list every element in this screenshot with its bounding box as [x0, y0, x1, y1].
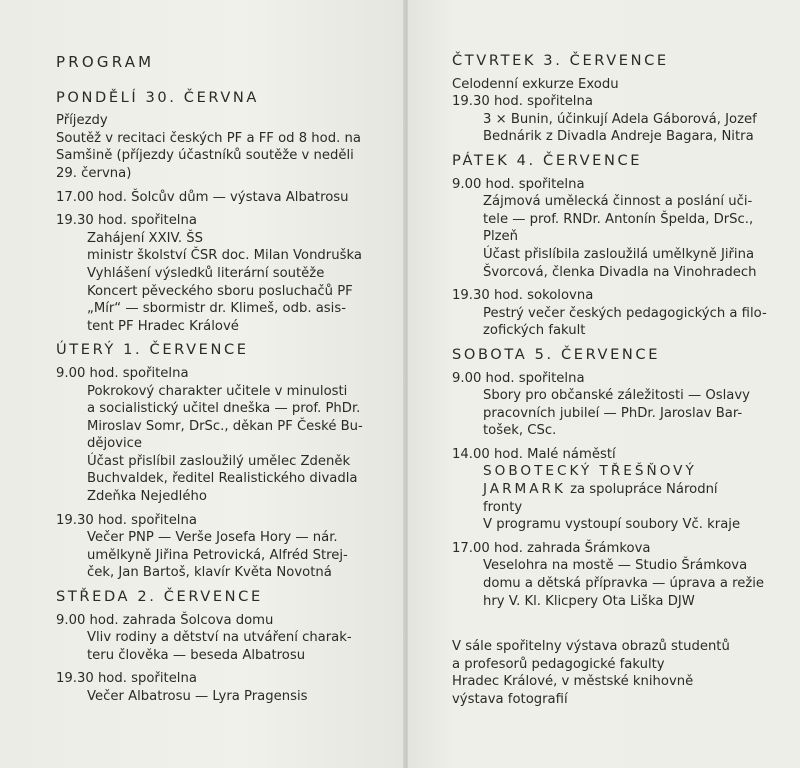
text-line: ček, Jan Bartoš, klavír Květa Novotná — [87, 565, 332, 581]
exhibition-note — [452, 638, 792, 708]
day-heading-friday: PÁTEK 4. ČERVENCE — [452, 151, 643, 169]
text-line: 9.00 hod. spořitelna — [452, 370, 585, 386]
text-line: Veselohra na mostě — Studio Šrámkova — [483, 558, 748, 574]
text-line — [452, 481, 792, 499]
text-line: 3 × Bunin, účinkují Adela Gáborová, Jozef — [483, 111, 757, 127]
text-line: Zahájení XXIV. ŠS — [87, 230, 203, 246]
text-line: Pokrokový charakter učitele v minulosti — [87, 383, 348, 399]
text-line: teru člověka — beseda Albatrosu — [87, 647, 306, 663]
text-line: a profesorů pedagogické fakulty — [452, 656, 665, 672]
day-heading-thursday: ČTVRTEK 3. ČERVENCE — [452, 52, 669, 69]
text-line: a socialistický učitel dneška — prof. PhDr. — [87, 401, 361, 417]
text-line: fronty — [483, 499, 523, 515]
fair-title-word: JARMARK — [483, 481, 566, 498]
text-line: Plzeň — [483, 229, 519, 245]
text-line: 19.30 hod. spořitelna — [56, 671, 197, 687]
text-line: Koncert pěveckého sboru posluchačů PF — [87, 283, 353, 299]
program-title: PROGRAM — [56, 53, 155, 71]
text-line: Vliv rodiny a dětství na utváření charak- — [87, 630, 352, 646]
text-line: 9.00 hod. zahrada Šolcova domu — [56, 612, 274, 628]
text-line: 19.30 hod. spořitelna — [56, 213, 197, 229]
text-line: 17.00 hod. Šolcův dům — výstava Albatrosu — [56, 189, 349, 205]
text-line: Samšině (příjezdy účastníků soutěže v neděli — [56, 148, 354, 164]
left-column — [56, 54, 396, 706]
text-line: Miroslav Somr, DrSc., děkan PF České Bu- — [87, 418, 363, 434]
text-line: pracovních jubileí — PhDr. Jaroslav Bar- — [483, 405, 743, 421]
text-line: umělkyně Jiřina Petrovická, Alfréd Strej- — [87, 547, 348, 563]
text-line: dějovice — [87, 436, 143, 452]
text-line: výstava fotografií — [452, 692, 568, 707]
text-line: Celodenní exkurze Exodu — [452, 76, 619, 92]
text-line: Švorcová, členka Divadla na Vinohradech — [483, 264, 757, 280]
text-line: 14.00 hod. Malé náměstí — [452, 446, 616, 462]
text-line: zofických fakult — [483, 323, 586, 339]
text-line: V sále spořitelny výstava obrazů studentů — [452, 639, 730, 655]
text-line: Příjezdy — [56, 113, 108, 129]
text-line: Zdeňka Nejedlého — [87, 489, 207, 505]
text-line: Účast přislíbil zasloužilý umělec Zdeněk — [87, 453, 351, 469]
text-line: tele — prof. RNDr. Antonín Špelda, DrSc., — [483, 211, 754, 227]
text-line: tent PF Hradec Králové — [87, 318, 239, 334]
text-line: Vyhlášení výsledků literární soutěže — [87, 265, 325, 281]
text-line: „Mír“ — sbormistr dr. Klimeš, odb. asis- — [87, 301, 346, 317]
text-line: 19.30 hod. spořitelna — [56, 512, 197, 528]
text-line: domu a dětská přípravka — úprava a režie — [483, 576, 765, 592]
text-line: 17.00 hod. zahrada Šrámkova — [452, 540, 651, 556]
day-heading-tuesday: ÚTERÝ 1. ČERVENCE — [56, 341, 249, 359]
text-line: V programu vystoupí soubory Vč. kraje — [483, 517, 741, 533]
text-line: tošek, CSc. — [483, 423, 557, 439]
day-heading-saturday: SOBOTA 5. ČERVENCE — [452, 345, 661, 363]
text-line: hry V. Kl. Klicpery Ota Liška DJW — [483, 593, 695, 609]
text-line: 19.30 hod. spořitelna — [452, 94, 593, 110]
text-line: Sbory pro občanské záležitosti — Oslavy — [483, 388, 750, 404]
fair-title: SOBOTECKÝ TŘEŠŇOVÝ — [483, 463, 697, 480]
text-line: 29. června) — [56, 165, 132, 181]
day-heading-monday: PONDĚLÍ 30. ČERVNA — [56, 88, 260, 106]
right-column — [452, 52, 792, 709]
text-line: Hradec Králové, v městské knihovně — [452, 674, 694, 690]
text-line: ministr školství ČSR doc. Milan Vondruška — [87, 248, 362, 264]
text-line: Večer Albatrosu — Lyra Pragensis — [87, 689, 308, 704]
text-line: 9.00 hod. spořitelna — [452, 176, 585, 192]
text-line: Zájmová umělecká činnost a poslání uči- — [483, 194, 753, 210]
text-line: Buchvaldek, ředitel Realistického divadla — [87, 471, 358, 487]
text-line: Pestrý večer českých pedagogických a filo- — [483, 305, 767, 321]
text-fragment: za spolupráce Národní — [565, 482, 718, 498]
text-line: Bednárik z Divadla Andreje Bagara, Nitra — [483, 129, 754, 145]
text-line: Večer PNP — Verše Josefa Hory — nár. — [87, 530, 338, 546]
text-line: Soutěž v recitaci českých PF a FF od 8 hod. na — [56, 130, 361, 146]
text-line: Účast přislíbila zasloužilá umělkyně Jiřina — [483, 246, 755, 262]
day-heading-wednesday: STŘEDA 2. ČERVENCE — [56, 588, 263, 606]
text-line: 9.00 hod. spořitelna — [56, 365, 189, 381]
text-line: 19.30 hod. sokolovna — [452, 288, 594, 304]
